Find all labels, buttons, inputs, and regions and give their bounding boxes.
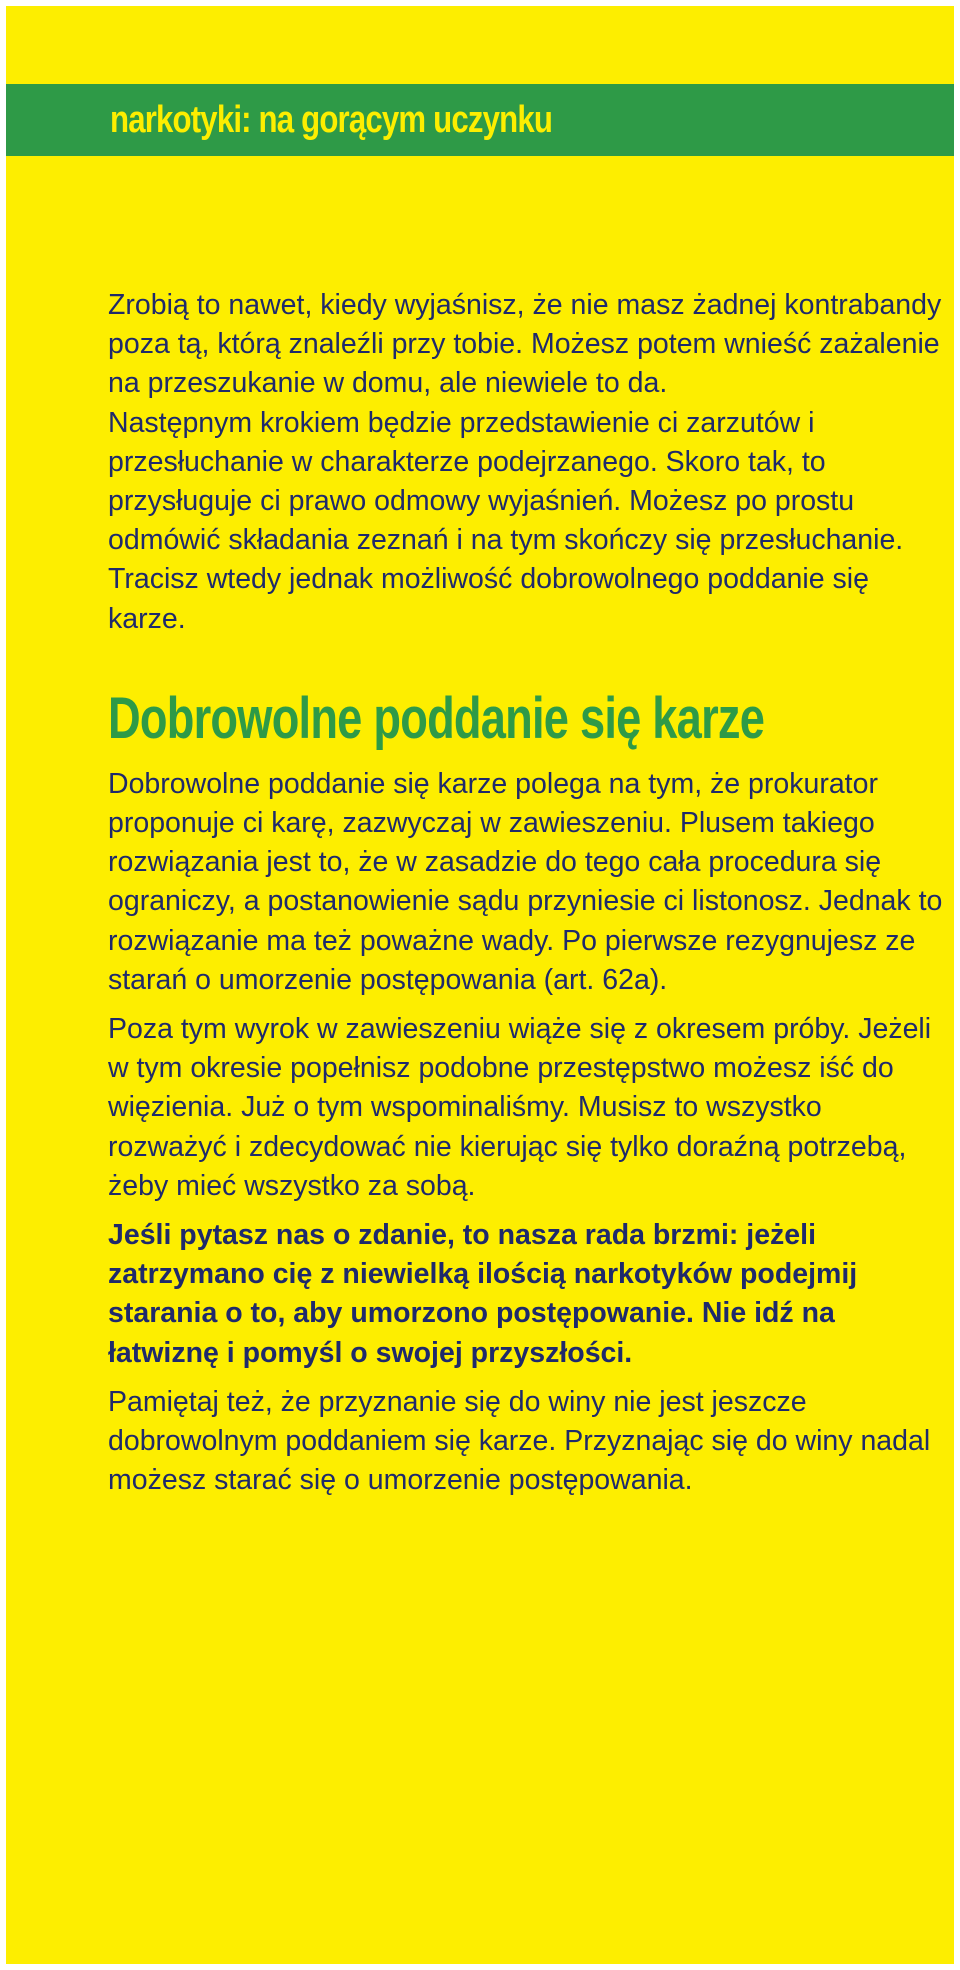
header-title: narkotyki: na gorącym uczynku: [110, 99, 553, 141]
page: [6, 6, 954, 1964]
header-bar: [6, 84, 954, 156]
section-heading: Dobrowolne poddanie się karze: [108, 685, 765, 751]
advice-paragraph: Jeśli pytasz nas o zdanie, to nasza rada brzmi: jeżeli zatrzymano cię z niewielką ilością narkotyków podejmij starania o to, aby umorzono postępowanie. Nie idź na łatwiznę i pomyśl o swojej przyszłości.: [108, 1219, 858, 1369]
section-paragraph-1: Dobrowolne poddanie się karze polega na tym, że prokurator proponuje ci karę, zazwyczaj w zawieszeniu. Plusem takiego rozwiązania jest to, że w zasadzie do tego cała procedura się ograniczy, a postanowienie sądu przyniesie ci listonosz. Jednak to rozwiązanie ma też poważne wady. Po pierwsze rezygnujesz ze starań o umorzenie postępowania (art. 62a).: [108, 767, 943, 996]
intro-paragraph-1: Zrobią to nawet, kiedy wyjaśnisz, że nie masz żadnej kontrabandy poza tą, którą znaleźli przy tobie. Możesz potem wnieść zażalenie na przeszukanie w domu, ale niewiele to da.: [108, 289, 942, 400]
content: [108, 286, 948, 1510]
closing-paragraph: Pamiętaj też, że przyznanie się do winy nie jest jeszcze dobrowolnym poddaniem się karze. Przyznając się do winy nadal możesz starać się o umorzenie postępowania.: [108, 1385, 931, 1497]
intro-paragraph-2: Następnym krokiem będzie przedstawienie ci zarzutów i przesłuchanie w charakterze podejrzanego. Skoro tak, to przysługuje ci prawo odmowy wyjaśnień. Możesz po prostu odmówić składania zeznań i na tym skończy się przesłuchanie. Tracisz wtedy jednak możliwość dobrowolnego poddanie się karze.: [108, 406, 904, 635]
section-paragraph-2: Poza tym wyrok w zawieszeniu wiąże się z okresem próby. Jeżeli w tym okresie popełnisz podobne przestępstwo możesz iść do więzienia. Już o tym wspominaliśmy. Musisz to wszystko rozważyć i zdecydować nie kierując się tylko doraźną potrzebą, żeby mieć wszystko za sobą.: [108, 1013, 932, 1202]
